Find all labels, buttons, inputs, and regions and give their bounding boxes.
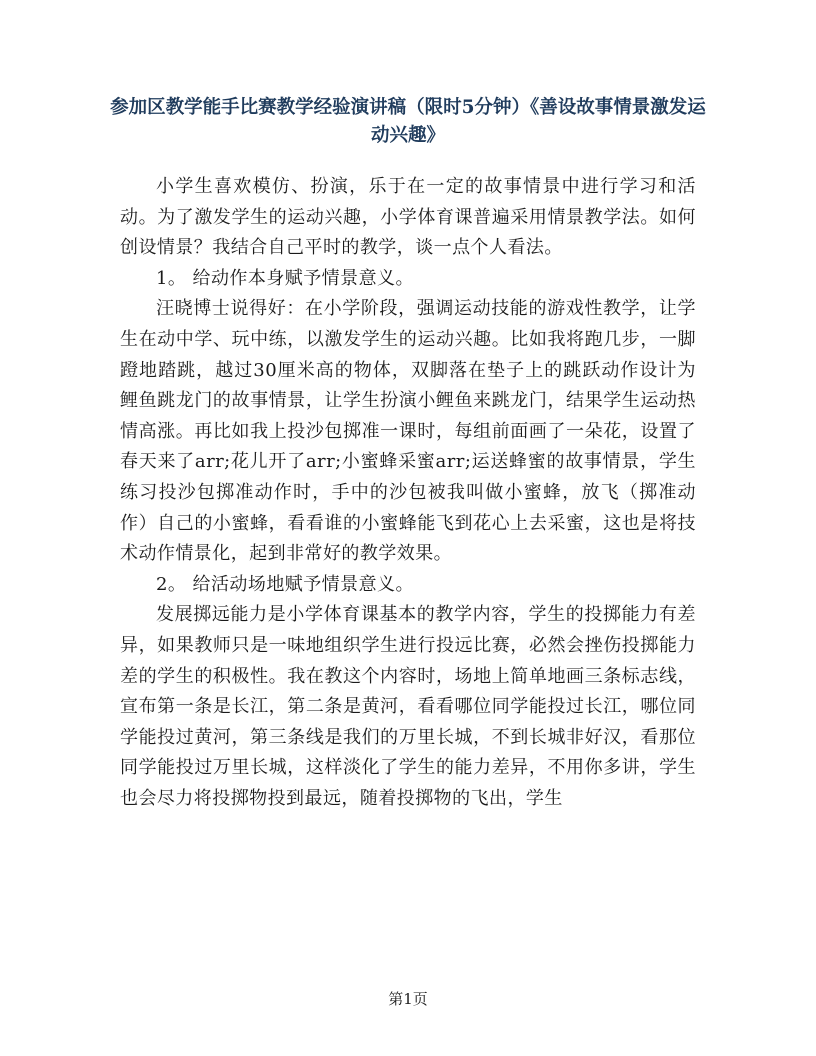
page-number: 第1页 [388,990,428,1008]
section-heading-1: 1。 给动作本身赋予情景意义。 [156,267,414,289]
paragraph-section-2: 发展掷远能力是小学体育课基本的教学内容，学生的投掷能力有差异，如果教师只是一味地组织学生进行投远比赛，必然会挫伤投掷能力差的学生的积极性。我在教这个内容时，场地上简单地画三条标志线，宣布第一条是长江，第二条是黄河，看看哪位同学能投过长江，哪位同学能投过黄河，第三条线是我们的万里长城，不到长城非好汉，看那位同学能投过万里长城，这样淡化了学生的能力差异，不用你多讲，学生也会尽力将投掷物投到最远，随着投掷物的飞出，学生 [120,604,696,809]
section-heading-2: 2。 给活动场地赋予情景意义。 [156,573,414,595]
document-body [120,172,696,814]
paragraph-section-1: 汪晓博士说得好：在小学阶段，强调运动技能的游戏性教学，让学生在动中学、玩中练，以激发学生的运动兴趣。比如我将跑几步，一脚蹬地踏跳，越过30厘米高的物体，双脚落在垫子上的跳跃动作设计为鲤鱼跳龙门的故事情景，让学生扮演小鲤鱼来跳龙门，结果学生运动热情高涨。再比如我上投沙包掷准一课时，每组前面画了一朵花，设置了春天来了arr;花儿开了arr;小蜜蜂采蜜arr;运送蜂蜜的故事情景，学生练习投沙包掷准动作时，手中的沙包被我叫做小蜜蜂，放飞（掷准动作）自己的小蜜蜂，看看谁的小蜜蜂能飞到花心上去采蜜，这也是将技术动作情景化，起到非常好的教学效果。 [120,298,696,565]
document-title: 参加区教学能手比赛教学经验演讲稿（限时5分钟）《善设故事情景激发运动兴趣》 [110,97,706,146]
paragraph-intro: 小学生喜欢模仿、扮演，乐于在一定的故事情景中进行学习和活动。为了激发学生的运动兴趣，小学体育课普遍采用情景教学法。如何创设情景？我结合自己平时的教学，谈一点个人看法。 [120,176,696,259]
